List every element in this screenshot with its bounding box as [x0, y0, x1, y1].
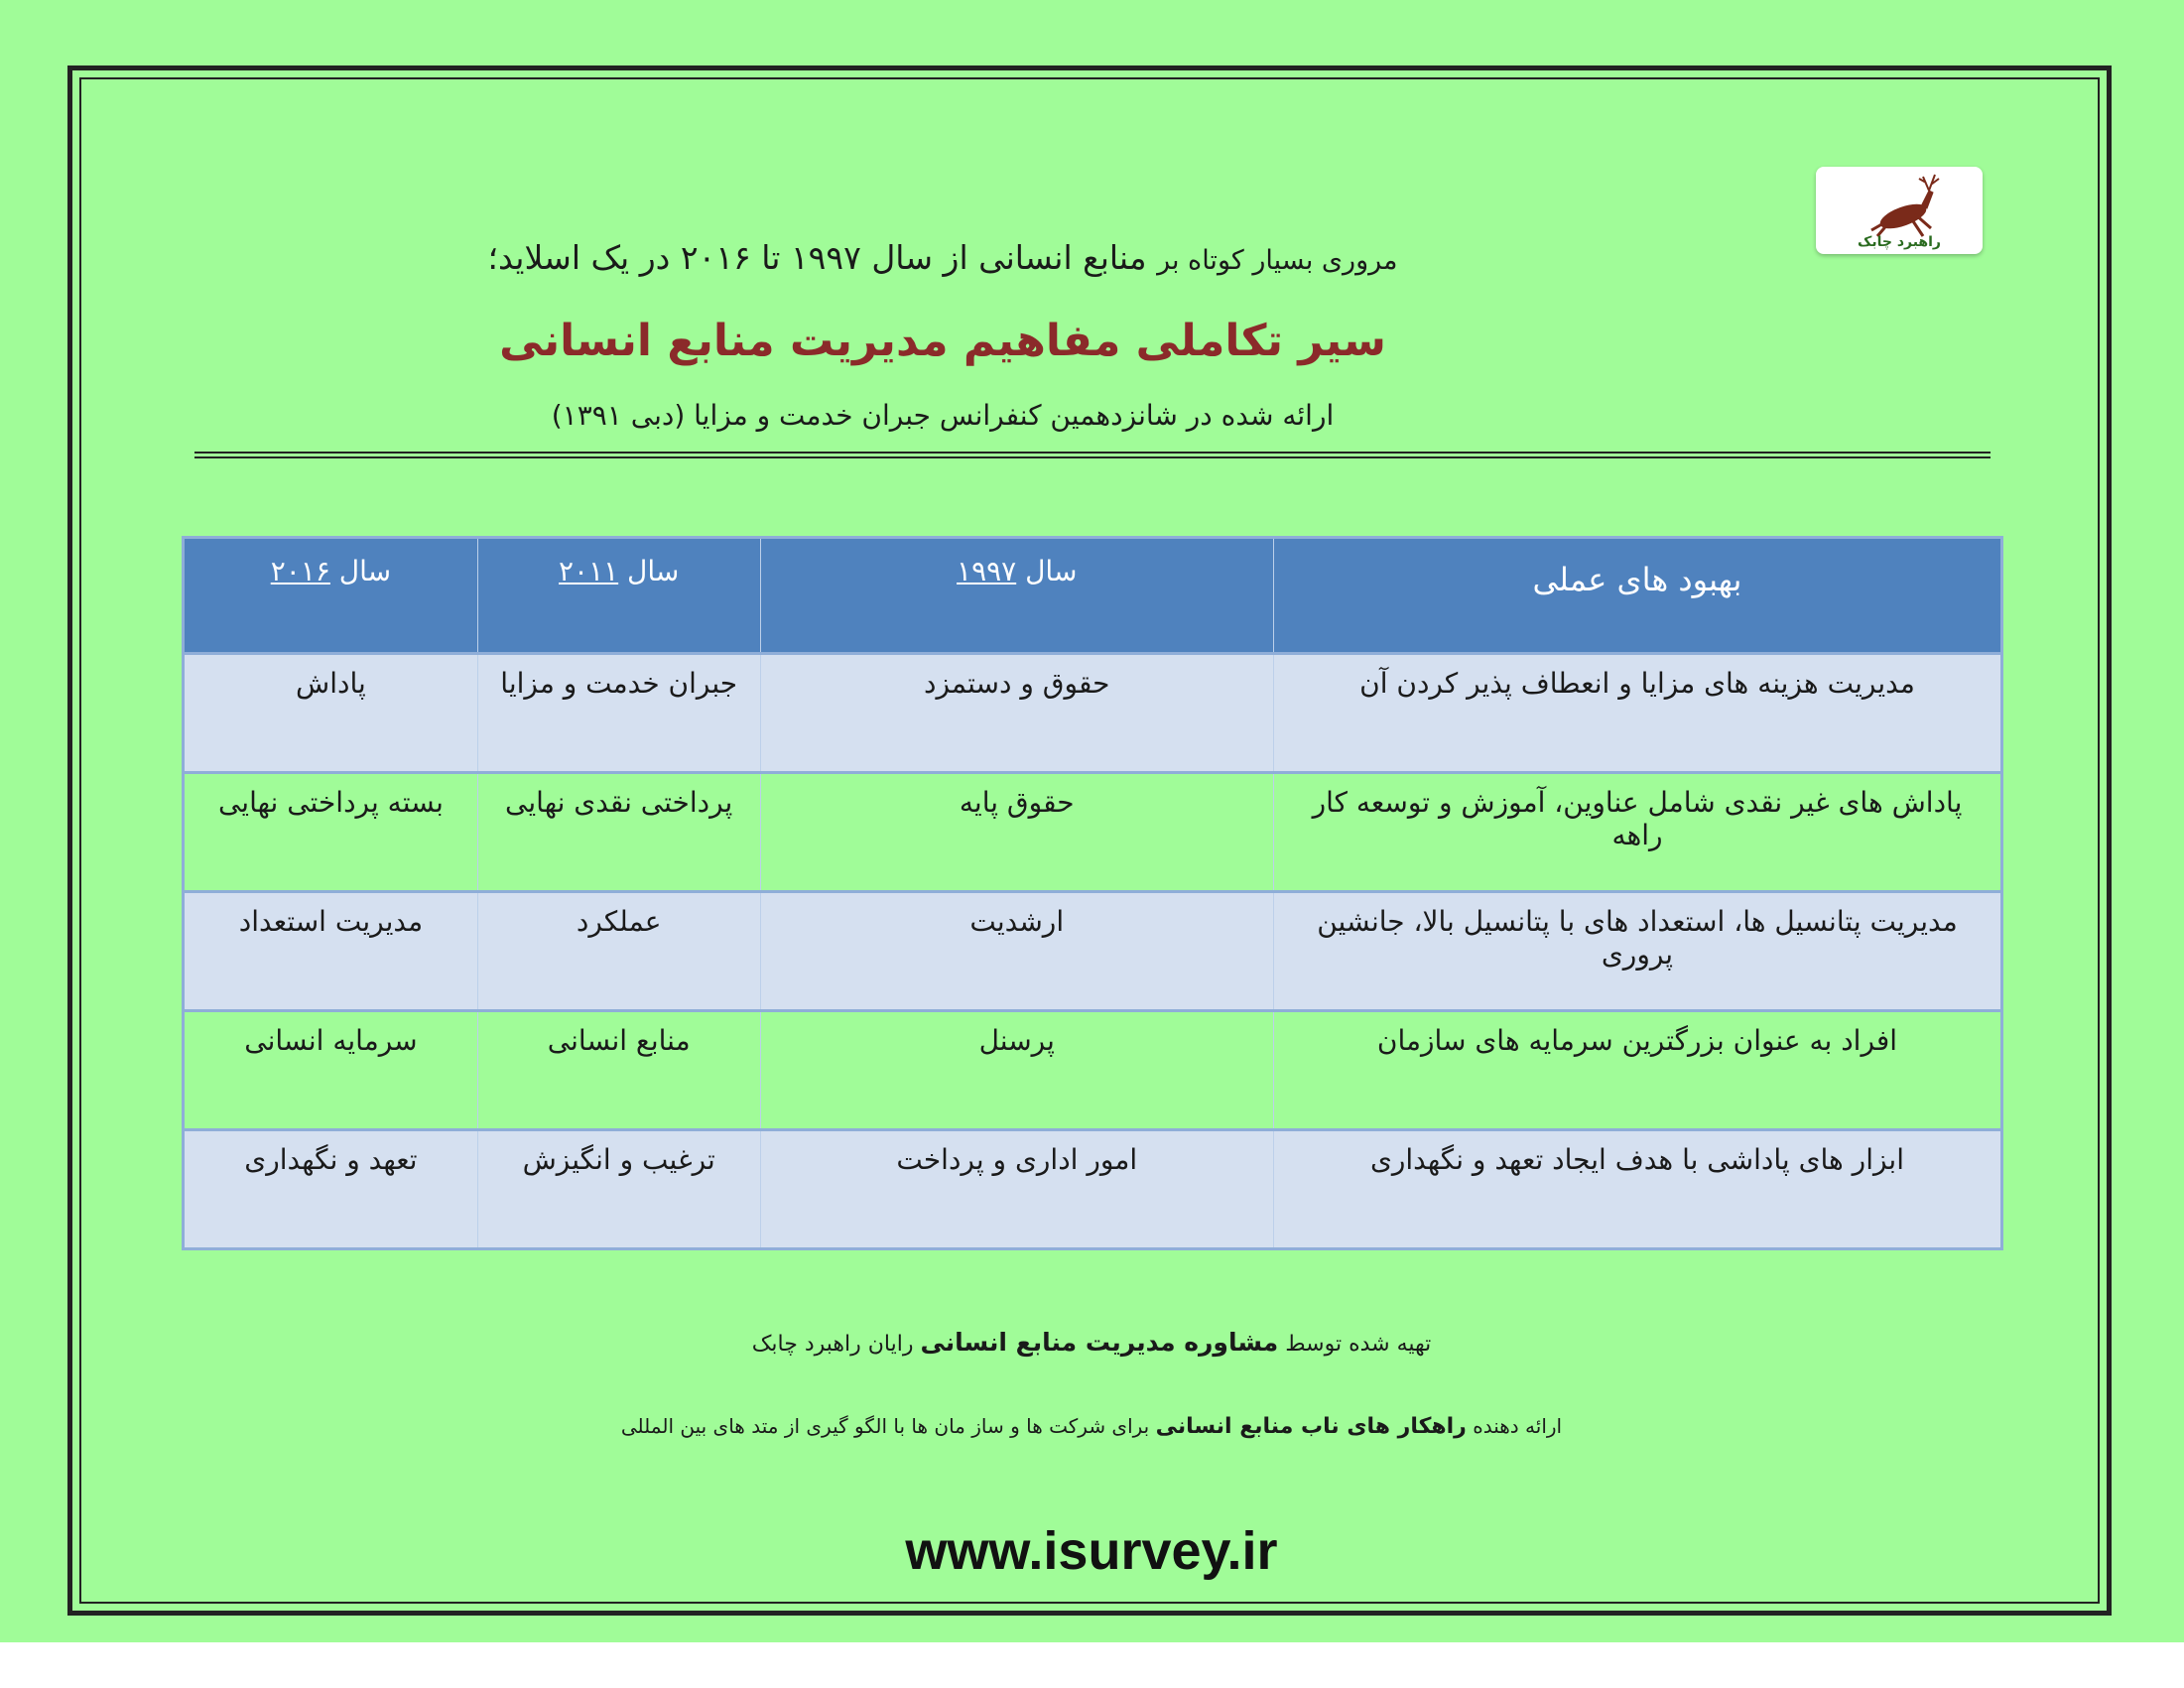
table-cell: پرسنل	[760, 1011, 1273, 1130]
table-row	[184, 773, 2002, 892]
double-divider	[194, 452, 1991, 458]
header-practical: بهبود های عملی	[1273, 538, 2001, 654]
table-cell: ابزار های پاداشی با هدف ایجاد تعهد و نگهداری	[1273, 1130, 2001, 1249]
table-cell: افراد به عنوان بزرگترین سرمایه های سازمان	[1273, 1011, 2001, 1130]
provider-post: برای شرکت ها و ساز مان ها با الگو گیری از متد های بین المللی	[620, 1414, 1156, 1438]
page-subtitle: ارائه شده در شانزدهمین کنفرانس جبران خدمت و مزایا (دبی ۱۳۹۱)	[551, 399, 1335, 432]
prepared-by-bold: مشاوره مدیریت منابع انسانی	[920, 1328, 1279, 1357]
table-cell: حقوق پایه	[760, 773, 1273, 892]
table-cell: تعهد و نگهداری	[184, 1130, 478, 1249]
header-2016-year: ۲۰۱۶	[270, 555, 330, 587]
header-2011-year: ۲۰۱۱	[559, 555, 619, 587]
provider-pre: ارائه دهنده	[1466, 1414, 1563, 1438]
header-2011-prefix: سال	[618, 555, 680, 587]
table-cell: مدیریت هزینه های مزایا و انعطاف پذیر کردن آن	[1273, 654, 2001, 773]
table-cell: سرمایه انسانی	[184, 1011, 478, 1130]
intro-main-text: منابع انسانی از سال ۱۹۹۷ تا ۲۰۱۶ در یک اسلاید؛	[487, 238, 1147, 277]
table-cell: منابع انسانی	[477, 1011, 760, 1130]
table-cell: ارشدیت	[760, 892, 1273, 1011]
table-cell: حقوق و دستمزد	[760, 654, 1273, 773]
company-logo	[1816, 167, 1983, 254]
header-1997-year: ۱۹۹۷	[957, 555, 1017, 587]
table-cell: پاداش های غیر نقدی شامل عناوین، آموزش و توسعه کار راهه	[1273, 773, 2001, 892]
table-cell: جبران خدمت و مزایا	[477, 654, 760, 773]
hr-evolution-table	[182, 536, 2003, 1250]
website-link[interactable]: www.isurvey.ir	[905, 1521, 1278, 1581]
table-header-row	[184, 538, 2002, 654]
intro-small-text: مروری بسیار کوتاه بر	[1157, 245, 1398, 276]
table-cell: امور اداری و پرداخت	[760, 1130, 1273, 1249]
header-2011	[477, 538, 760, 654]
intro-line	[298, 238, 1588, 277]
table-row	[184, 654, 2002, 773]
provider-line	[397, 1414, 1786, 1439]
table-cell: بسته پرداختی نهایی	[184, 773, 478, 892]
table-cell: مدیریت پتانسیل ها، استعداد های با پتانسیل بالا، جانشین پروری	[1273, 892, 2001, 1011]
table-cell: پاداش	[184, 654, 478, 773]
table-cell: مدیریت استعداد	[184, 892, 478, 1011]
table-row	[184, 1130, 2002, 1249]
table-row	[184, 892, 2002, 1011]
prepared-by-line	[397, 1328, 1786, 1357]
table-cell: عملکرد	[477, 892, 760, 1011]
header-2016	[184, 538, 478, 654]
logo-text: راهبرد چابک	[1858, 234, 1941, 250]
table-row	[184, 1011, 2002, 1130]
table-cell: پرداختی نقدی نهایی	[477, 773, 760, 892]
prepared-by-pre: تهیه شده توسط	[1278, 1332, 1432, 1357]
provider-bold: راهکار های ناب منابع انسانی	[1155, 1414, 1467, 1439]
prepared-by-post: رایان راهبرد چابک	[751, 1332, 921, 1357]
header-1997-prefix: سال	[1016, 555, 1078, 587]
table-cell: ترغیب و انگیزش	[477, 1130, 760, 1249]
header-1997	[760, 538, 1273, 654]
page-title: سیر تکاملی مفاهیم مدیریت منابع انسانی	[499, 316, 1386, 366]
header-2016-prefix: سال	[329, 555, 392, 587]
